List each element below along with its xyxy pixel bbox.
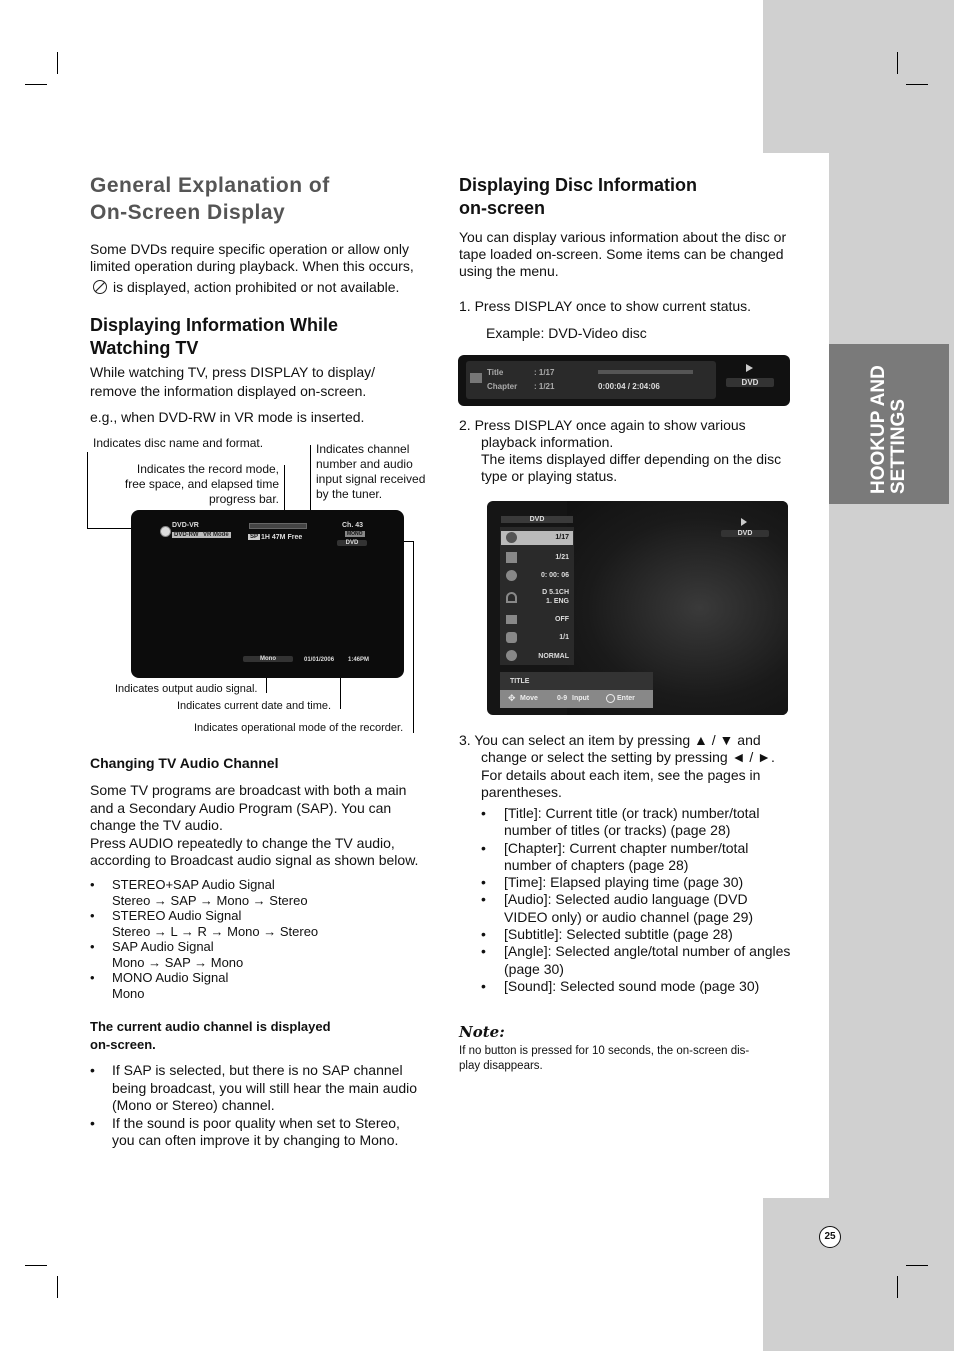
- menu-value[interactable]: 0: 00: 06: [540, 572, 569, 579]
- menu-value[interactable]: 1/17: [555, 534, 569, 541]
- side-band: [829, 153, 954, 1198]
- intro-line: is displayed, action prohibited or not available.: [113, 279, 400, 295]
- list-item: • [Time]: Elapsed playing time (page 30): [481, 874, 806, 891]
- menu-value[interactable]: 1. ENG: [546, 598, 569, 605]
- tv-osd-screen: [131, 510, 404, 678]
- body-line: according to Broadcast audio signal as shown below.: [90, 852, 419, 869]
- section-title-line: Displaying Information While: [90, 315, 339, 335]
- step-line: The items displayed differ depending on the disc: [481, 451, 782, 467]
- enter-icon: [606, 694, 615, 703]
- note-line: If SAP is selected, but there is no SAP channel: [112, 1062, 403, 1078]
- section-title-line: Watching TV: [90, 338, 199, 358]
- channel-number: Ch. 43: [342, 522, 364, 529]
- right-intro: [459, 229, 809, 280]
- audio-icon: [506, 592, 517, 603]
- disc-icon: [160, 526, 171, 537]
- page-title-line2: On-Screen Display: [90, 201, 286, 224]
- crop-mark: [906, 84, 928, 85]
- callout-disc: Indicates disc name and format.: [93, 436, 264, 450]
- page-number: 25: [819, 1226, 841, 1248]
- callout-line: input signal received: [316, 472, 426, 486]
- body-line: You can display various information about the disc or: [459, 229, 787, 245]
- item-line: [Subtitle]: Selected subtitle (page 28): [504, 926, 733, 943]
- note-body: [459, 1044, 799, 1074]
- chapter-label: Chapter: [487, 382, 518, 391]
- list-item: • [Audio]: Selected audio language (DVD VIDEO only) or audio channel (page 29): [481, 891, 806, 926]
- time-icon: [506, 570, 517, 581]
- crop-mark: [897, 1276, 898, 1298]
- list-item: • STEREO Audio Signal Stereo → L → R → Mono → Stereo: [90, 908, 430, 939]
- mode-badge: VR Mode: [203, 532, 229, 538]
- body-line: change the TV audio.: [90, 817, 223, 834]
- note-title: Note:: [459, 1023, 505, 1041]
- list-item: • [Chapter]: Current chapter number/total number of chapters (page 28): [481, 840, 806, 875]
- operation-mode: DVD: [337, 540, 367, 546]
- title-label: Title: [487, 368, 504, 377]
- list-item: • If the sound is poor quality when set to Stereo, you can often improve it by changing to Mono.: [90, 1115, 440, 1150]
- step-line: parentheses.: [481, 783, 562, 800]
- title-line: The current audio channel is displayed: [90, 1019, 331, 1034]
- crop-mark: [57, 52, 58, 74]
- note-line: being broadcast, you will still hear the main audio: [112, 1079, 418, 1096]
- bar-inner: [466, 361, 716, 399]
- signal-sequence: Mono → SAP → Mono: [112, 954, 244, 970]
- playback-menu-screen: [487, 501, 788, 715]
- crop-mark: [57, 1276, 58, 1298]
- dvd-badge: DVD: [721, 530, 769, 537]
- watching-tv-body: [90, 363, 440, 427]
- clapper-icon: [470, 373, 482, 383]
- current-date: 01/01/2006: [304, 657, 335, 663]
- body-line: and a Secondary Audio Program (SAP). You can: [90, 799, 392, 816]
- crop-mark: [897, 52, 898, 74]
- signal-sequence: Stereo → L → R → Mono → Stereo: [112, 923, 319, 939]
- signal-sequence: Stereo → SAP → Mono → Stereo: [112, 892, 308, 908]
- step-2: [459, 417, 809, 485]
- signal-name: MONO Audio Signal: [112, 970, 229, 985]
- step-1-example: Example: DVD-Video disc: [486, 325, 647, 341]
- menu-value[interactable]: 1/1: [559, 634, 569, 641]
- title-line: Displaying Disc Information: [459, 175, 698, 195]
- note-line: If the sound is poor quality when set to Stereo,: [112, 1114, 400, 1131]
- intro-line: limited operation during playback. When this occurs,: [90, 258, 414, 274]
- callout-record: [100, 462, 279, 507]
- callout-line: Indicates channel: [316, 442, 410, 456]
- disc-badge: DVD-RW: [174, 532, 199, 538]
- step-line: 3. You can select an item by pressing ▲ / ▼ and: [459, 732, 761, 748]
- list-item: • MONO Audio Signal Mono: [90, 970, 430, 1001]
- intro-line: Some DVDs require specific operation or allow only: [90, 241, 410, 257]
- menu-value[interactable]: 1/21: [555, 554, 569, 561]
- item-line: [Chapter]: Current chapter number/total: [504, 839, 749, 856]
- note-line: If no button is pressed for 10 seconds, the on-screen dis-: [459, 1045, 750, 1057]
- body-line: Press AUDIO repeatedly to change the TV audio,: [90, 834, 395, 851]
- move-icon: ✥: [508, 693, 516, 703]
- item-line: (page 30): [504, 960, 564, 977]
- body-line: Some TV programs are broadcast with both a main: [90, 782, 407, 798]
- changing-body: [90, 782, 440, 870]
- title-line: on-screen.: [90, 1037, 156, 1052]
- callout-line: by the tuner.: [316, 487, 383, 501]
- section-tab-line2: SETTINGS: [888, 398, 909, 494]
- list-item: • [Sound]: Selected sound mode (page 30): [481, 978, 806, 995]
- disc-info-bar: [458, 355, 790, 406]
- item-line: number of titles (or tracks) (page 28): [504, 822, 731, 839]
- move-label: Move: [520, 695, 538, 702]
- enter-label: Enter: [617, 695, 635, 702]
- title-value: : 1/17: [534, 368, 555, 377]
- callout-line: [413, 541, 414, 733]
- play-icon: [746, 364, 753, 372]
- signal-name: SAP Audio Signal: [112, 939, 214, 954]
- signal-sequence: Mono: [112, 985, 145, 1001]
- item-line: [Sound]: Selected sound mode (page 30): [504, 977, 760, 994]
- callout-line: free space, and elapsed time: [124, 477, 279, 491]
- title-icon: [506, 532, 517, 543]
- callout-line: progress bar.: [208, 492, 279, 506]
- dvd-badge: DVD: [726, 378, 774, 387]
- input-label: Input: [572, 695, 590, 702]
- callout-date: Indicates current date and time.: [177, 700, 332, 712]
- example-line: e.g., when DVD-RW in VR mode is inserted.: [90, 409, 365, 425]
- step-line: For details about each item, see the pages in: [481, 766, 761, 783]
- page-title: [90, 172, 420, 226]
- note-line: (Mono or Stereo) channel.: [112, 1097, 275, 1113]
- output-audio: Mono: [243, 656, 293, 662]
- changing-title: Changing TV Audio Channel: [90, 755, 279, 771]
- item-line: VIDEO only) or audio channel (page 29): [504, 908, 754, 925]
- right-section-title: [459, 174, 779, 220]
- list-item: • If SAP is selected, but there is no SAP channel being broadcast, you will still hear the main audio (Mono or Stereo) channel.: [90, 1062, 440, 1115]
- note-line: you can often improve it by changing to Mono.: [112, 1132, 399, 1148]
- page-title-line1: General Explanation of: [90, 174, 330, 197]
- time-display: 0:00:04 / 2:04:06: [598, 382, 660, 391]
- signal-list: [90, 877, 430, 1001]
- body-line: tape loaded on-screen. Some items can be changed: [459, 246, 784, 262]
- progress-bar: [249, 523, 307, 529]
- list-item: • [Title]: Current title (or track) number/total number of titles (or tracks) (page 28): [481, 805, 806, 840]
- callout-line: number and audio: [316, 457, 413, 471]
- step-line: type or playing status.: [481, 468, 618, 484]
- audio-notes: [90, 1062, 440, 1150]
- list-item: • [Subtitle]: Selected subtitle (page 28): [481, 926, 806, 943]
- audio-signal-badge: MONO: [347, 531, 363, 537]
- current-time: 1:46PM: [348, 657, 370, 663]
- crop-mark: [25, 84, 47, 85]
- menu-value[interactable]: OFF: [555, 616, 569, 623]
- signal-name: STEREO Audio Signal: [112, 908, 242, 923]
- side-band-top: [763, 0, 954, 153]
- body-line: remove the information displayed on-screen.: [90, 383, 367, 399]
- footer-title: TITLE: [510, 678, 530, 685]
- step-line: 2. Press DISPLAY once again to show various: [459, 417, 746, 433]
- side-band-bottom: [763, 1198, 954, 1351]
- step-3: [459, 732, 809, 801]
- item-list: [481, 805, 806, 995]
- sound-icon: [506, 650, 517, 661]
- disc-type: DVD-VR: [172, 522, 199, 529]
- step-line: playback information.: [481, 434, 614, 450]
- note-line: play disappears.: [459, 1060, 543, 1072]
- item-line: [Audio]: Selected audio language (DVD: [504, 891, 748, 908]
- angle-icon: [506, 632, 517, 643]
- menu-value[interactable]: D 5.1CH: [542, 589, 569, 596]
- menu-header: DVD: [501, 516, 573, 523]
- title-line: on-screen: [459, 198, 546, 218]
- step-line: change or select the setting by pressing ◄ / ►.: [481, 749, 775, 766]
- section-tab: [829, 344, 949, 504]
- menu-value[interactable]: NORMAL: [538, 653, 569, 660]
- crop-mark: [25, 1265, 47, 1266]
- callout-line: Indicates the record mode,: [136, 462, 279, 476]
- item-line: [Angle]: Selected angle/total number of angles: [504, 943, 791, 960]
- body-line: While watching TV, press DISPLAY to display/: [90, 364, 376, 380]
- prohibited-icon: [93, 280, 107, 294]
- free-space: 1H 47M Free: [261, 534, 303, 541]
- play-icon: [741, 518, 747, 526]
- section-tab-line1: HOOKUP AND: [868, 365, 889, 494]
- record-mode: SP: [250, 534, 259, 540]
- step-1: 1. Press DISPLAY once to show current status.: [459, 298, 752, 314]
- item-line: number of chapters (page 28): [504, 856, 689, 873]
- chapter-icon: [506, 552, 517, 563]
- item-line: [Title]: Current title (or track) number/total: [504, 805, 760, 821]
- callout-channel: [316, 442, 446, 502]
- input-key: 0-9: [557, 695, 568, 702]
- callout-mode: Indicates operational mode of the recorder.: [194, 722, 404, 734]
- crop-mark: [906, 1265, 928, 1266]
- signal-name: STEREO+SAP Audio Signal: [112, 877, 275, 892]
- list-item: • SAP Audio Signal Mono → SAP → Mono: [90, 939, 430, 970]
- list-item: • STEREO+SAP Audio Signal Stereo → SAP → Mono → Stereo: [90, 877, 430, 908]
- chapter-value: : 1/21: [534, 382, 555, 391]
- intro-paragraph: [90, 241, 440, 296]
- subtitle-icon: [506, 615, 517, 624]
- section-title-watching-tv: [90, 314, 430, 360]
- callout-line: [87, 452, 88, 529]
- time-progress: [598, 370, 693, 374]
- list-item: • [Angle]: Selected angle/total number of angles (page 30): [481, 943, 806, 978]
- current-channel-title: [90, 1018, 331, 1054]
- item-line: [Time]: Elapsed playing time (page 30): [504, 874, 744, 891]
- callout-audio-out: Indicates output audio signal.: [115, 683, 258, 695]
- body-line: using the menu.: [459, 263, 559, 279]
